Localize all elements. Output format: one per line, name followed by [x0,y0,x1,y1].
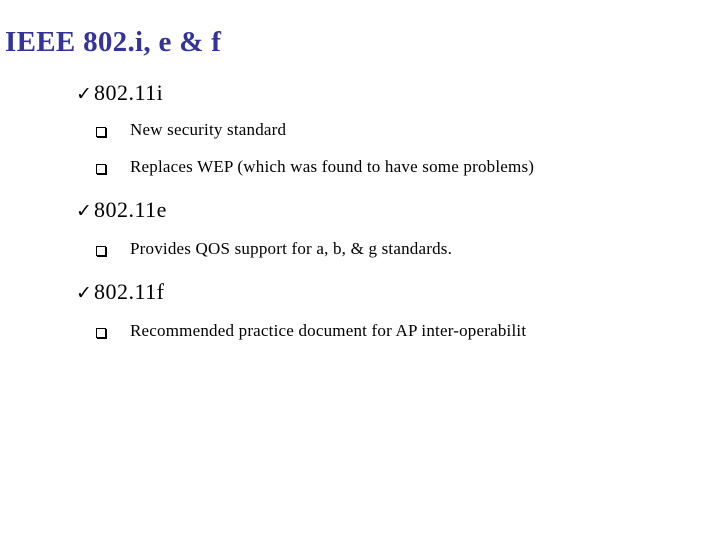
bullet-item [96,120,286,140]
checkmark-icon: ✓ [76,282,92,304]
square-bullet-icon [96,328,106,338]
section-heading-80211e [76,197,167,223]
bullet-item [96,321,526,341]
section-heading-80211f [76,279,165,305]
section-heading-label: 802.11f [94,279,165,304]
bullet-text: Replaces WEP (which was found to have some problems) [130,157,535,176]
bullet-item [96,157,534,177]
slide-title: IEEE 802.i, e & f [5,26,222,58]
square-bullet-icon [96,127,106,137]
bullet-text: Recommended practice document for AP inter-operabilit [130,321,527,340]
section-heading-label: 802.11i [94,80,164,105]
section-heading-80211i [76,80,163,106]
square-bullet-icon [96,246,106,256]
bullet-text: Provides QOS support for a, b, & g standards. [130,239,453,258]
square-bullet-icon [96,164,106,174]
checkmark-icon: ✓ [76,200,92,222]
bullet-text: New security standard [130,120,287,139]
section-heading-label: 802.11e [94,197,167,222]
bullet-item [96,239,452,259]
checkmark-icon: ✓ [76,83,92,105]
